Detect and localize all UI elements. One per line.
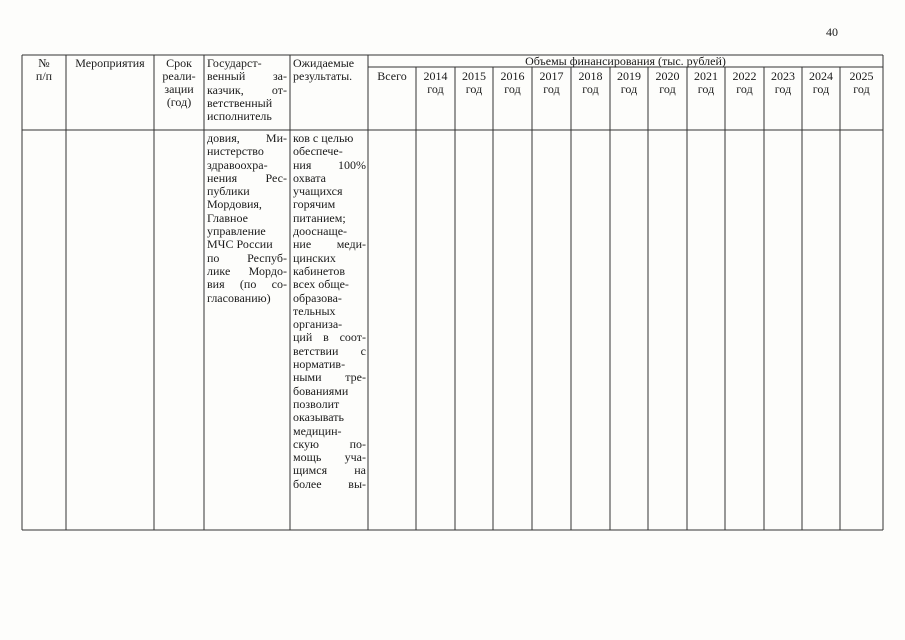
header-results-line: результаты.: [293, 69, 353, 84]
header-year-unit: год: [465, 82, 483, 96]
header-year-2015: [455, 70, 493, 96]
header-year-2019: [610, 70, 648, 96]
header-year-value: 2018: [578, 69, 603, 83]
header-customer-line: венный за-: [207, 69, 287, 84]
results-line: щимся на: [293, 463, 366, 478]
header-year-value: 2022: [732, 69, 757, 83]
header-year-2018: [571, 70, 610, 96]
results-line: горячим: [293, 197, 336, 212]
header-customer: [207, 57, 287, 123]
results-line: медицин-: [293, 423, 342, 438]
results-line: охвата: [293, 170, 326, 185]
header-year-unit: год: [697, 82, 715, 96]
customer-line: Мордовия,: [207, 197, 262, 212]
customer-line: лике Мордо-: [207, 263, 287, 278]
header-year-unit: год: [736, 82, 753, 96]
header-year-2020: [648, 70, 687, 96]
header-year-2017: [532, 70, 571, 96]
header-year-value: 2021: [694, 69, 718, 83]
header-term: [154, 57, 204, 109]
customer-line: Главное: [207, 210, 248, 225]
results-line: обеспече-: [293, 144, 343, 159]
customer-line: здравоохра-: [207, 157, 268, 172]
results-line: мощь уча-: [293, 450, 366, 465]
header-year-value: 2017: [539, 69, 564, 83]
header-year-unit: год: [853, 82, 870, 96]
customer-line: нистерство: [207, 144, 264, 159]
header-year-value: 2023: [771, 69, 795, 83]
results-line: ций в соот-: [293, 330, 366, 345]
customer-line: публики: [207, 184, 250, 199]
header-year-2023: [764, 70, 802, 96]
header-customer-line: исполнитель: [207, 109, 272, 124]
header-number: [22, 57, 66, 83]
body-customer: [207, 132, 287, 305]
header-results: [293, 57, 366, 84]
results-line: оказывать: [293, 410, 345, 425]
results-line: позволит: [293, 396, 340, 411]
header-year-2021: [687, 70, 725, 96]
results-line: ными тре-: [293, 370, 366, 385]
header-year-unit: год: [427, 82, 444, 96]
header-term-line: (год): [166, 95, 192, 109]
header-year-unit: год: [812, 82, 830, 96]
results-line: питанием;: [293, 210, 346, 225]
header-year-2016: [493, 70, 532, 96]
header-funding: Объемы финансирования (тыс. рублей): [525, 54, 726, 68]
customer-line: вия (по со-: [207, 277, 287, 292]
customer-line: нения Рес-: [207, 170, 287, 185]
results-line: кабинетов: [293, 263, 346, 278]
header-year-unit: год: [659, 82, 676, 96]
customer-line: по Респуб-: [207, 250, 287, 265]
results-line: норматив-: [293, 357, 346, 372]
results-line: всех обще-: [293, 277, 349, 292]
header-year-unit: год: [543, 82, 560, 96]
header-term-line: реали-: [162, 69, 196, 83]
header-year-value: 2015: [462, 69, 486, 83]
header-year-value: 2014: [423, 69, 448, 83]
header-year-value: 2024: [809, 69, 833, 83]
header-customer-line: казчик, от-: [207, 82, 287, 97]
header-activity: Мероприятия: [75, 56, 145, 70]
customer-line: гласованию): [207, 290, 271, 305]
header-year-2025: [840, 70, 883, 96]
results-line: ния 100%: [293, 157, 366, 172]
header-year-2024: [802, 70, 840, 96]
header-total: Всего: [377, 69, 407, 83]
page-number: 40: [826, 25, 838, 39]
body-results: [293, 132, 366, 491]
results-line: цинских: [293, 250, 336, 265]
header-year-2014: [416, 70, 455, 96]
header-number-line: №: [38, 56, 50, 70]
results-line: более вы-: [293, 476, 366, 491]
header-year-value: 2019: [617, 69, 641, 83]
header-year-unit: год: [582, 82, 599, 96]
header-year-unit: год: [620, 82, 638, 96]
header-year-unit: год: [504, 82, 521, 96]
customer-line: МЧС России: [207, 237, 273, 252]
header-customer-line: Государст-: [207, 56, 262, 70]
header-term-line: зации: [164, 82, 194, 96]
header-customer-line: ветственный: [207, 95, 273, 110]
results-line: образова-: [293, 290, 342, 305]
header-term-line: Срок: [166, 56, 192, 70]
customer-line: управление: [207, 224, 266, 239]
results-line: тельных: [293, 303, 336, 318]
results-line: скую по-: [293, 436, 366, 451]
results-line: бованиями: [293, 383, 349, 398]
header-year-value: 2020: [655, 69, 680, 83]
results-line: дооснаще-: [293, 224, 348, 239]
results-line: ние меди-: [293, 237, 366, 252]
results-line: организа-: [293, 317, 343, 332]
header-number-line: п/п: [35, 69, 53, 83]
header-year-value: 2016: [500, 69, 525, 83]
header-year-unit: год: [774, 82, 792, 96]
results-line: ветствии с: [293, 343, 366, 358]
header-results-line: Ожидаемые: [293, 56, 355, 70]
results-line: учащихся: [293, 184, 343, 199]
customer-line: довия, Ми-: [207, 131, 287, 145]
header-year-value: 2025: [849, 69, 874, 83]
header-year-2022: [725, 70, 764, 96]
results-line: ков с целью: [293, 131, 354, 145]
